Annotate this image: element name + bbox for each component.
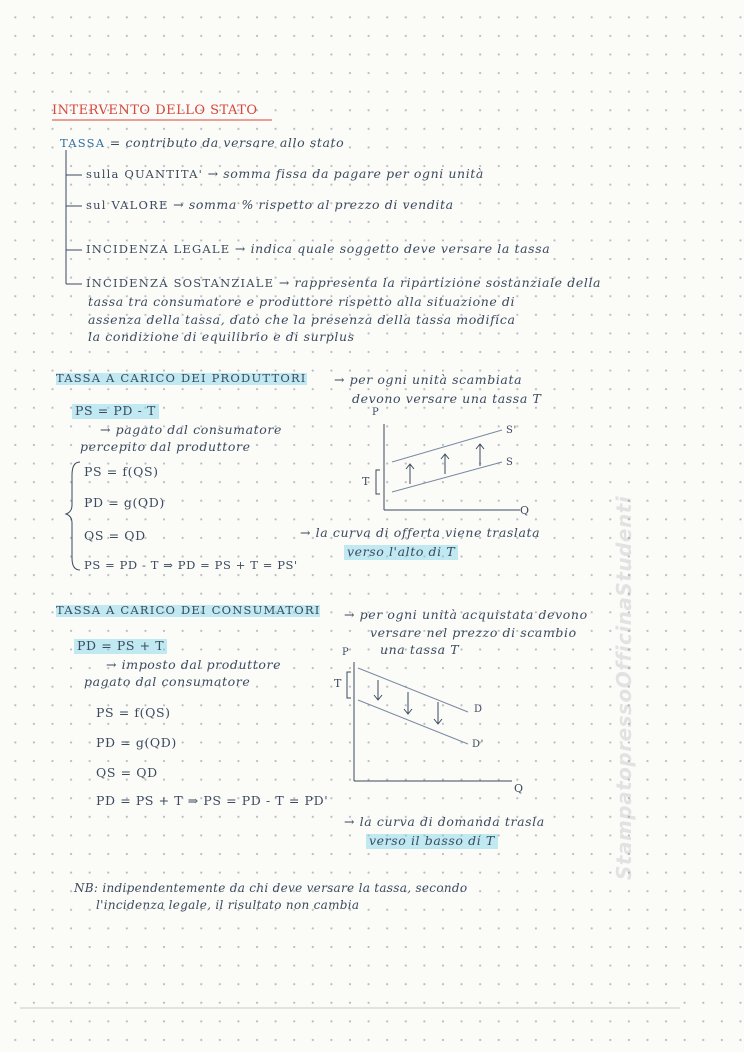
nb-line-1: NB: indipendentemente da chi deve versare la tassa, secondo [74, 881, 468, 895]
item-text: → indica quale soggetto deve versare la tassa [234, 241, 551, 256]
graph-producers [376, 424, 520, 510]
graph2-label-d: D [474, 704, 483, 715]
nb-line-2 [96, 899, 359, 911]
graph1-label-t: T [362, 475, 370, 488]
shift-arrow-5 [404, 692, 412, 714]
curve-d [358, 668, 468, 712]
consumers-note-1: → per ogni unità acquistata devono [344, 607, 588, 622]
page-title: INTERVENTO DELLO STATO [52, 103, 258, 118]
system-brace-prod [66, 462, 80, 570]
graph2-label-d1: D' [472, 739, 484, 750]
producers-note-2: devono versare una tassa T [352, 391, 542, 406]
graph2-label-t: T [334, 677, 342, 690]
item-head: sulla QUANTITA' [86, 167, 204, 181]
shift-arrow-2 [441, 454, 449, 474]
consumers-note-2: versare nel prezzo di scambio [370, 625, 577, 640]
graph1-label-q: Q [520, 504, 530, 517]
cons-system-4: PD = PS + T ⇒ PS = PD - T = PD' [96, 793, 329, 808]
item-head: INCIDENZA SOSTANZIALE [86, 276, 275, 290]
cons-system-2: PD = g(QD) [96, 735, 177, 750]
tassa-item-incidenza-legale [86, 243, 550, 256]
prod-system-2: PD = g(QD) [84, 495, 165, 510]
item-head: INCIDENZA LEGALE [86, 242, 231, 256]
item-head: sul VALORE [86, 198, 169, 212]
graph1-label-s: S [506, 457, 514, 468]
item-text: → rappresenta la ripartizione sostanziale della [278, 275, 602, 290]
tassa-definition [60, 137, 344, 150]
consumers-note-imposto: → imposto dal produttore [106, 657, 282, 672]
graph-consumers [347, 662, 512, 781]
tassa-tree [66, 150, 82, 284]
sostanziale-line-3: la condizione di equilibrio e di surplus [88, 329, 355, 344]
prod-system-3: QS = QD [84, 528, 146, 543]
shift-arrow-1 [406, 464, 414, 484]
t-bracket-2 [347, 672, 351, 698]
shift-arrow-3 [476, 444, 484, 466]
curve-d1 [358, 700, 468, 744]
cons-system-1: PS = f(QS) [96, 705, 171, 720]
item-text: → somma fissa da pagare per ogni unità [207, 166, 484, 181]
tassa-item-valore [86, 199, 454, 212]
tassa-item-quantita [86, 168, 484, 181]
consumers-note-pagato: pagato dal consumatore [84, 674, 251, 689]
producers-formula: PS = PD - T [72, 404, 159, 419]
shift-arrow-6 [434, 702, 442, 724]
graph1-label-p: P [372, 407, 380, 418]
producers-note-1: → per ogni unità scambiata [334, 372, 523, 387]
prod-conclusion-2: verso l'alto di T [344, 545, 458, 560]
producers-note-pagato: → pagato dal consumatore [100, 422, 282, 437]
producers-heading: TASSA A CARICO DEI PRODUTTORI [56, 371, 307, 385]
tassa-text: = contributo da versare allo stato [109, 135, 345, 150]
producers-note-percepito: percepito dal produttore [80, 439, 251, 454]
watermark: StampatopressoOfficinaStudenti [612, 495, 636, 880]
consumers-note-3: una tassa T [380, 642, 460, 657]
consumers-heading: TASSA A CARICO DEI CONSUMATORI [56, 603, 321, 617]
prod-system-4: PS = PD - T ⇒ PD = PS + T = PS' [84, 558, 298, 572]
prod-system-1: PS = f(QS) [84, 464, 159, 479]
prod-conclusion-1: → la curva di offerta viene traslata [300, 525, 541, 540]
graph1-label-s1: S' [506, 425, 517, 436]
cons-conclusion-2: verso il basso di T [366, 834, 498, 849]
consumers-formula: PD = PS + T [74, 639, 167, 654]
t-bracket-1 [376, 470, 380, 494]
cons-conclusion-1: → la curva di domanda trasla [344, 814, 545, 829]
sostanziale-line-2: assenza della tassa, dato che la presenza della tassa modifica [88, 312, 516, 327]
tassa-head: TASSA [60, 136, 106, 150]
cons-system-3: QS = QD [96, 765, 158, 780]
sostanziale-line-1: tassa tra consumatore e produttore rispetto alla situazione di [88, 294, 516, 309]
shift-arrow-4 [374, 680, 382, 700]
item-text: → somma % rispetto al prezzo di vendita [173, 197, 454, 212]
graph2-label-p: P [342, 647, 350, 658]
tassa-item-incidenza-sostanziale [86, 277, 601, 290]
graph2-label-q: Q [514, 782, 524, 795]
nb-line-2-text: l'incidenza legale, il risultato non cambia [96, 898, 360, 912]
